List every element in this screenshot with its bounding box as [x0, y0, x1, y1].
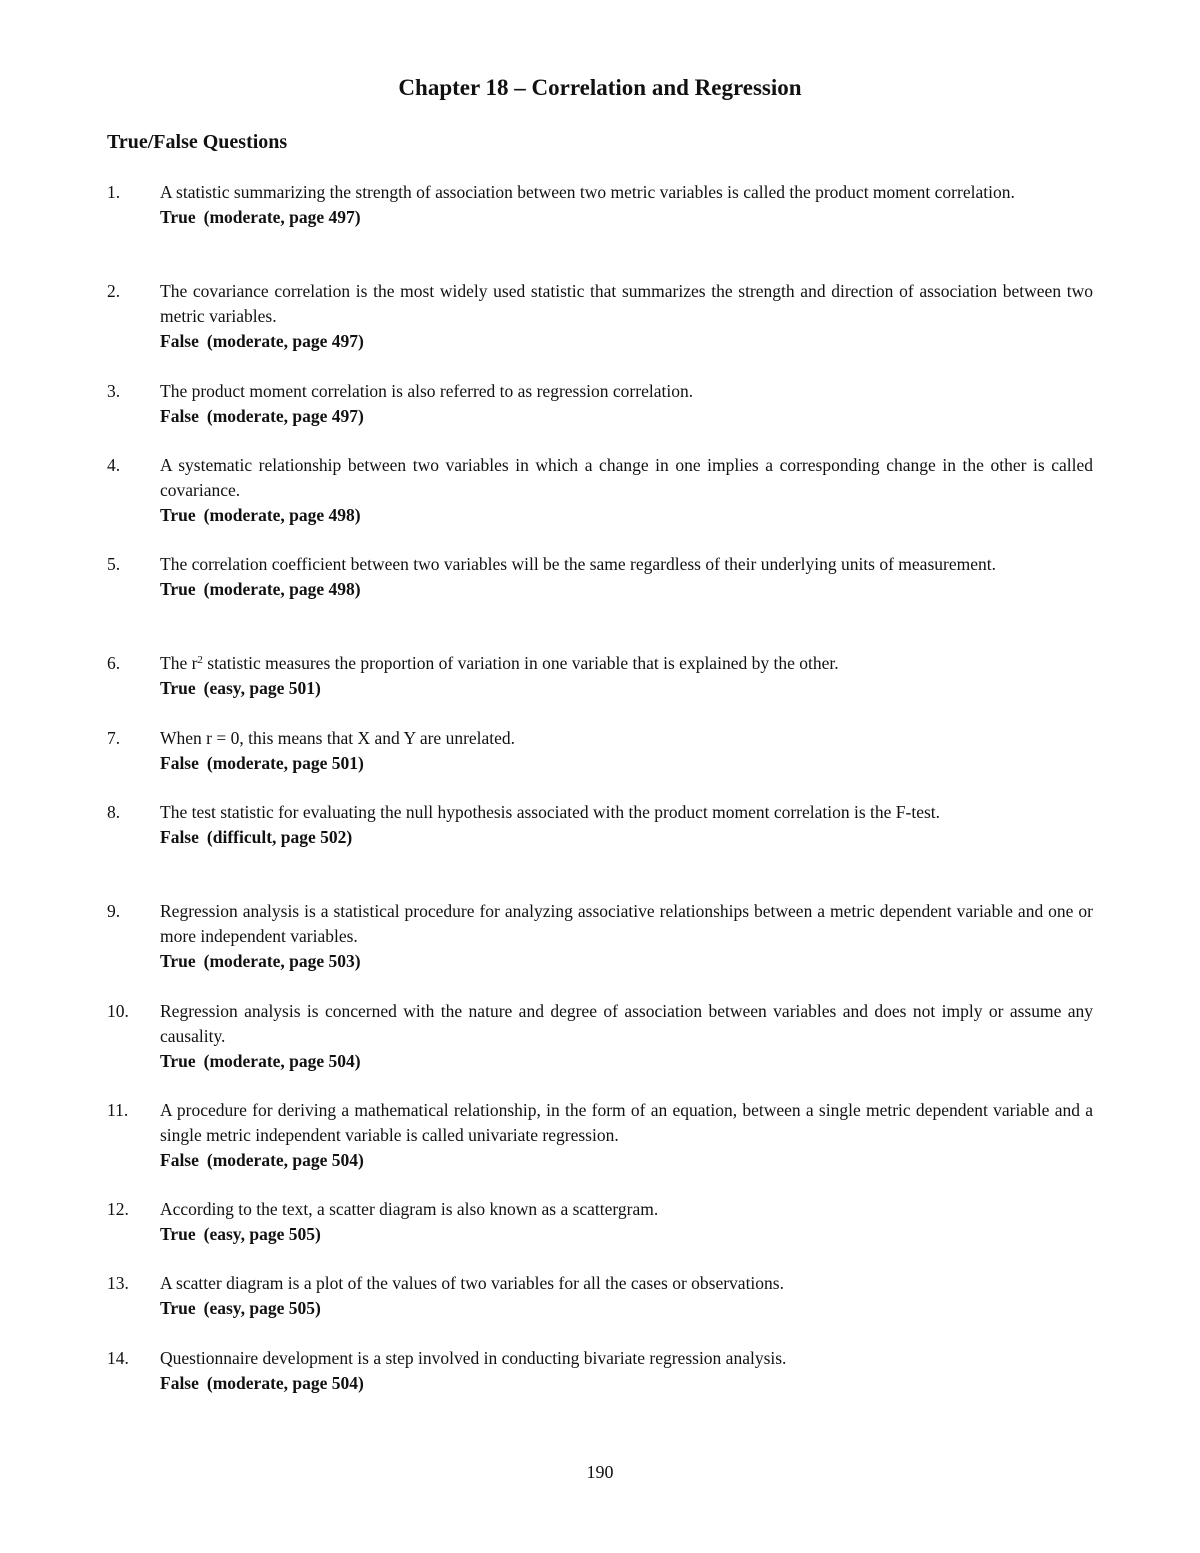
question-item: [107, 1098, 1093, 1172]
answer-detail: (moderate, page 504): [206, 1372, 364, 1393]
answer-value: False: [160, 1149, 199, 1170]
question-item: [107, 453, 1093, 527]
question-number: 11.: [107, 1100, 129, 1120]
question-text: Regression analysis is a statistical procedure for analyzing associative relationships between a metric dependent variable and one or more independent variables.: [160, 901, 1093, 946]
answer-line: [160, 676, 1093, 701]
answer-value: False: [160, 330, 199, 351]
answer-line: [160, 404, 1093, 429]
question-number: 2.: [107, 281, 121, 301]
answer-detail: (moderate, page 497): [206, 330, 364, 351]
question-number: 6.: [107, 653, 121, 673]
question-item: [107, 899, 1093, 973]
question-text: Regression analysis is concerned with the nature and degree of association between variables and does not imply or assume any causality.: [160, 1001, 1093, 1046]
question-item: [107, 999, 1093, 1073]
answer-detail: (moderate, page 497): [206, 405, 364, 426]
answer-line: [160, 1296, 1093, 1321]
question-item: [107, 379, 1093, 429]
question-number: 5.: [107, 554, 121, 574]
question-number: 14.: [107, 1348, 129, 1368]
answer-detail: (difficult, page 502): [206, 826, 353, 847]
superscript-two: 2: [197, 654, 203, 666]
answer-value: True: [160, 1050, 196, 1071]
page-number: 190: [586, 1462, 614, 1482]
answer-value: True: [160, 677, 196, 698]
question-text-start: The r: [160, 653, 198, 673]
answer-detail: (moderate, page 498): [203, 504, 361, 525]
question-text-end: statistic measures the proportion of variation in one variable that is explained by the other.: [202, 653, 839, 673]
answer-line: [160, 1148, 1093, 1173]
answer-value: False: [160, 752, 199, 773]
question-item: [107, 1271, 1093, 1321]
answer-detail: (moderate, page 504): [203, 1050, 361, 1071]
question-item: [107, 180, 1093, 230]
section-heading: True/False Questions: [107, 131, 288, 153]
question-item: [107, 1197, 1093, 1247]
question-number: 12.: [107, 1199, 129, 1219]
answer-value: True: [160, 578, 196, 599]
answer-detail: (easy, page 505): [203, 1297, 321, 1318]
question-text: According to the text, a scatter diagram is also known as a scattergram.: [160, 1199, 659, 1219]
answer-value: True: [160, 1297, 196, 1318]
question-text: A scatter diagram is a plot of the values of two variables for all the cases or observations.: [160, 1273, 784, 1293]
question-number: 7.: [107, 728, 121, 748]
answer-value: True: [160, 206, 196, 227]
answer-detail: (easy, page 501): [203, 677, 321, 698]
question-item: [107, 800, 1093, 850]
answer-detail: (moderate, page 497): [203, 206, 361, 227]
answer-detail: (moderate, page 501): [206, 752, 364, 773]
answer-line: [160, 825, 1093, 850]
answer-value: True: [160, 950, 196, 971]
question-text: The test statistic for evaluating the null hypothesis associated with the product moment correlation is the F-test.: [160, 802, 941, 822]
answer-line: [160, 751, 1093, 776]
question-number: 4.: [107, 455, 121, 475]
question-number: 8.: [107, 802, 121, 822]
question-item: [107, 552, 1093, 602]
answer-line: [160, 577, 1093, 602]
question-text: Questionnaire development is a step involved in conducting bivariate regression analysis.: [160, 1348, 787, 1368]
answer-line: [160, 1049, 1093, 1074]
question-item: [107, 726, 1093, 776]
answer-line: [160, 503, 1093, 528]
question-text: The product moment correlation is also referred to as regression correlation.: [160, 381, 694, 401]
question-number: 10.: [107, 1001, 129, 1021]
question-text: A procedure for deriving a mathematical relationship, in the form of an equation, between a single metric dependent variable and a single metric independent variable is called univariate regression.: [160, 1100, 1093, 1145]
question-number: 1.: [107, 182, 121, 202]
answer-value: True: [160, 504, 196, 525]
answer-line: [160, 1222, 1093, 1247]
question-text: The covariance correlation is the most widely used statistic that summarizes the strength and direction of association between two metric variables.: [160, 281, 1093, 326]
question-text: [160, 651, 1093, 676]
answer-detail: (moderate, page 504): [206, 1149, 364, 1170]
question-number: 13.: [107, 1273, 129, 1293]
answer-detail: (moderate, page 498): [203, 578, 361, 599]
question-item: [107, 651, 1093, 701]
answer-line: [160, 1371, 1093, 1396]
answer-value: False: [160, 1372, 199, 1393]
question-text: The correlation coefficient between two variables will be the same regardless of their underlying units of measurement.: [160, 554, 996, 574]
answer-value: True: [160, 1223, 196, 1244]
answer-value: False: [160, 405, 199, 426]
question-item: [107, 279, 1093, 353]
answer-value: False: [160, 826, 199, 847]
question-text: A systematic relationship between two variables in which a change in one implies a corresponding change in the other is called covariance.: [160, 455, 1093, 500]
answer-detail: (moderate, page 503): [203, 950, 361, 971]
answer-detail: (easy, page 505): [203, 1223, 321, 1244]
answer-line: [160, 329, 1093, 354]
answer-line: [160, 949, 1093, 974]
question-text: A statistic summarizing the strength of association between two metric variables is called the product moment correlation.: [160, 182, 1015, 202]
answer-line: [160, 205, 1093, 230]
question-item: [107, 1346, 1093, 1396]
chapter-title: Chapter 18 – Correlation and Regression: [398, 75, 802, 100]
question-number: 9.: [107, 901, 121, 921]
question-text: When r = 0, this means that X and Y are unrelated.: [160, 728, 516, 748]
question-number: 3.: [107, 381, 121, 401]
